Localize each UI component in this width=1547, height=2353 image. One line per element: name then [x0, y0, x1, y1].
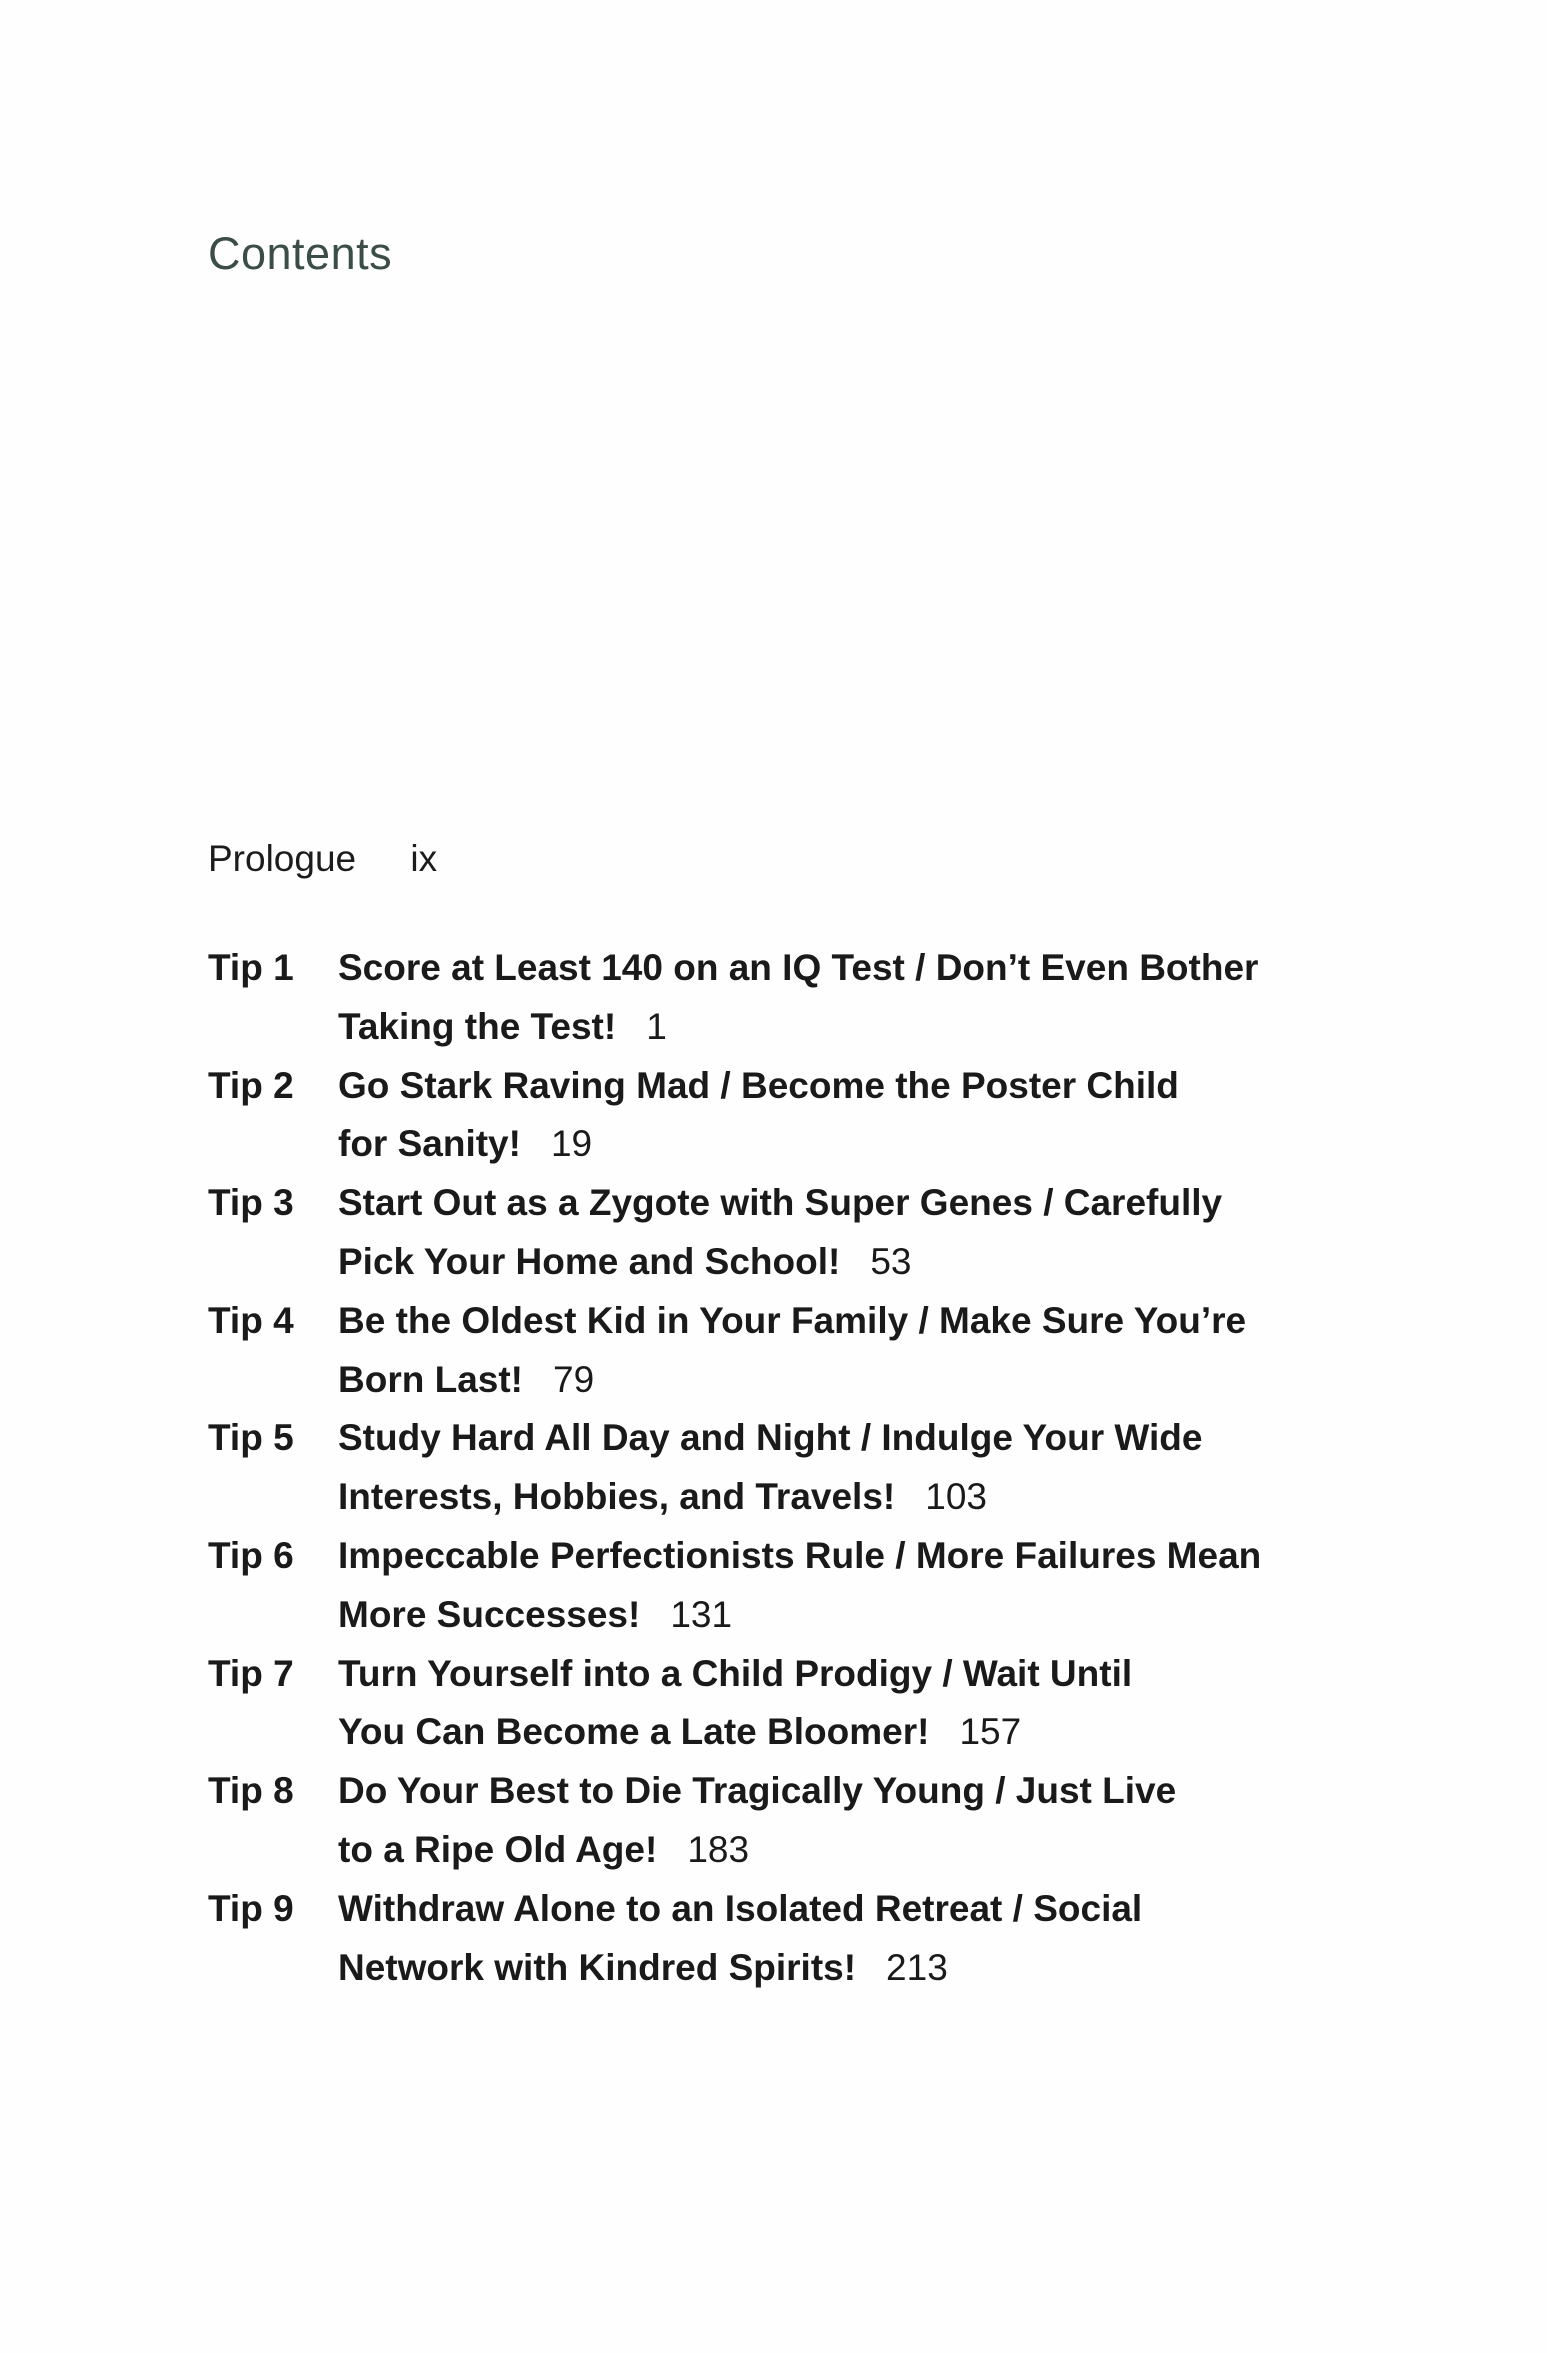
tip-label: Tip 9: [208, 1887, 294, 1929]
tip-label: Tip 3: [208, 1182, 294, 1224]
tip-title-text: to a Ripe Old Age!: [338, 1828, 658, 1870]
tip-title-text: You Can Become a Late Bloomer!: [338, 1711, 930, 1753]
tip-title-line: Go Stark Raving Mad / Become the Poster Child: [338, 1064, 1179, 1106]
tip-title-line: [338, 1233, 1298, 1292]
tip-label: Tip 5: [208, 1417, 294, 1459]
tip-title: [338, 1762, 1298, 1880]
tip-title-text: Interests, Hobbies, and Travels!: [338, 1476, 896, 1518]
tip-title-line: [338, 1821, 1298, 1880]
tip-title-text: More Successes!: [338, 1593, 641, 1635]
tip-title-line: Impeccable Perfectionists Rule / More Failures Mean: [338, 1534, 1262, 1576]
toc-entry-tip-3: [208, 1174, 1338, 1292]
tip-label: Tip 1: [208, 947, 294, 988]
toc-entry-tip-5: [208, 1409, 1338, 1527]
toc-entry-tip-2: [208, 1057, 1338, 1175]
tip-title-text: Pick Your Home and School!: [338, 1240, 841, 1282]
page-title: Contents: [208, 228, 393, 279]
tip-title-line: Be the Oldest Kid in Your Family / Make Sure You’re: [338, 1299, 1247, 1341]
tip-title: [338, 939, 1298, 1057]
tip-label: Tip 7: [208, 1652, 294, 1694]
tip-title-line: [338, 1586, 1298, 1645]
tip-title-line: [338, 998, 1298, 1057]
tip-label: Tip 4: [208, 1299, 294, 1341]
tip-title-text: Taking the Test!: [338, 1005, 617, 1047]
tip-label: Tip 6: [208, 1534, 294, 1576]
tip-title-text: Network with Kindred Spirits!: [338, 1946, 857, 1988]
toc-page-number: 183: [687, 1828, 750, 1870]
toc-page-number: 103: [925, 1476, 987, 1518]
toc-entry-tip-1: [208, 939, 1338, 1057]
tip-title-line: Start Out as a Zygote with Super Genes / Carefully: [338, 1182, 1223, 1224]
tip-title-line: [338, 1468, 1298, 1527]
tip-title: [338, 1645, 1298, 1763]
tip-label: Tip 2: [208, 1064, 294, 1106]
tip-title-line: [338, 1115, 1298, 1174]
toc-entry-tip-4: [208, 1292, 1338, 1410]
tip-label: Tip 8: [208, 1770, 294, 1812]
toc-entry-title: Prologue: [208, 838, 357, 879]
tip-title-line: [338, 1351, 1298, 1410]
tip-title-line: Turn Yourself into a Child Prodigy / Wait Until: [338, 1652, 1133, 1694]
toc-page-number: 79: [553, 1358, 595, 1400]
toc-page-number: 1: [646, 1005, 667, 1047]
tip-title: [338, 1527, 1298, 1645]
toc-entry-tip-7: [208, 1645, 1338, 1763]
tip-title-text: for Sanity!: [338, 1123, 521, 1165]
tip-title: [338, 1880, 1298, 1998]
tip-title-line: [338, 1703, 1298, 1762]
toc-page-number: 157: [959, 1711, 1022, 1753]
tip-title-line: Study Hard All Day and Night / Indulge Your Wide: [338, 1417, 1203, 1459]
tip-title-line: Score at Least 140 on an IQ Test / Don’t Even Bother: [338, 947, 1259, 988]
toc-entry-tip-9: [208, 1880, 1338, 1998]
tip-title-text: Born Last!: [338, 1358, 523, 1400]
tip-title: [338, 1057, 1298, 1175]
toc-entry-tip-6: [208, 1527, 1338, 1645]
tip-title: [338, 1409, 1298, 1527]
toc-list: [208, 939, 1338, 1997]
toc-page-number: ix: [410, 838, 438, 879]
tip-title-line: Do Your Best to Die Tragically Young / Just Live: [338, 1770, 1177, 1812]
toc-page-number: 19: [550, 1123, 593, 1165]
tip-title: [338, 1292, 1298, 1410]
tip-title: [338, 1174, 1298, 1292]
toc-entry-tip-8: [208, 1762, 1338, 1880]
toc-page-number: 213: [886, 1946, 948, 1988]
tip-title-line: [338, 1939, 1298, 1998]
toc-page-number: 53: [870, 1240, 912, 1282]
tip-title-line: Withdraw Alone to an Isolated Retreat / Social: [338, 1887, 1143, 1929]
toc-page-number: 131: [670, 1593, 733, 1635]
toc-entry-prologue: [208, 838, 437, 880]
